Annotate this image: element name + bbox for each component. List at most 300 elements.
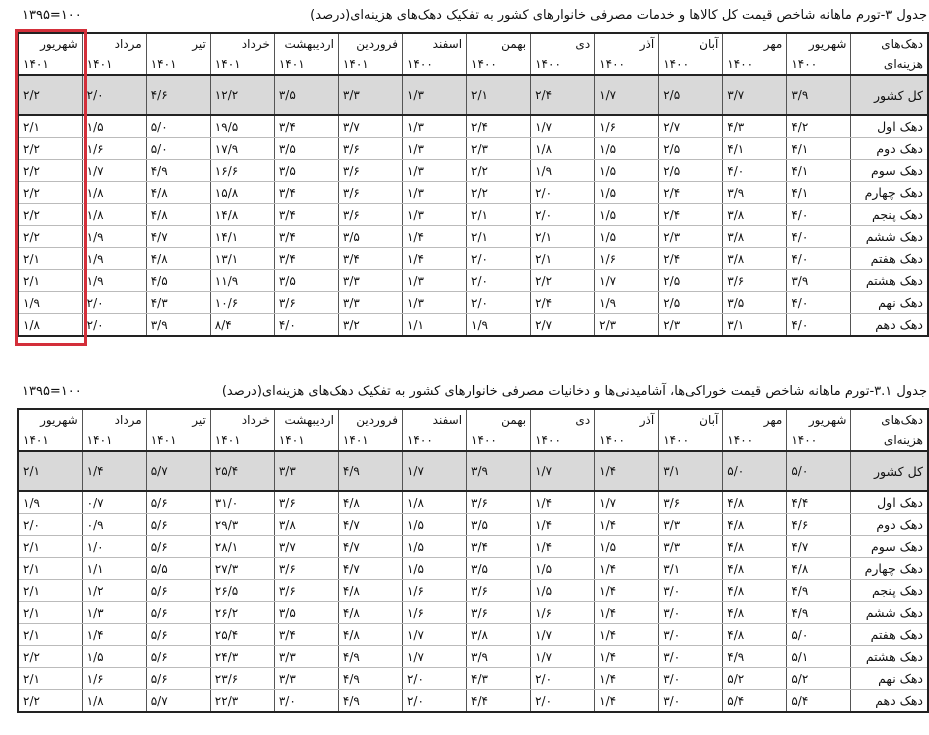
table-cell: ۳/۶ [338, 204, 402, 226]
column-header-month: خرداد [241, 413, 270, 427]
table-cell: ۱/۶ [82, 138, 146, 160]
table-cell: ۳/۹ [467, 646, 531, 668]
table-cell: ۱/۴ [595, 602, 659, 624]
table-cell: ۱/۹ [82, 270, 146, 292]
table-cell: ۲/۷ [659, 115, 723, 138]
table-cell: ۳/۹ [787, 75, 851, 115]
column-header-month: آبان [699, 413, 719, 427]
table-cell: ۱/۳ [402, 270, 466, 292]
column-header-month: تیر [192, 37, 206, 51]
table-cell: ۲/۰ [467, 292, 531, 314]
column-header-month: خرداد [241, 37, 270, 51]
column-header-year: ۱۴۰۱ [150, 57, 177, 71]
table1-title-row [0, 8, 929, 28]
table-cell: ۱/۵ [402, 558, 466, 580]
table-cell: ۴/۸ [787, 558, 851, 580]
table-cell: ۳/۲ [338, 314, 402, 337]
column-header-year: ۱۴۰۰ [535, 57, 561, 71]
table-cell: ۳/۰ [659, 646, 723, 668]
table-cell: ۱/۷ [531, 451, 595, 491]
table-cell: ۴/۷ [338, 558, 402, 580]
table-cell: ۲/۲ [18, 226, 82, 248]
table-row [18, 270, 928, 292]
table-row [18, 248, 928, 270]
table-cell: ۲/۲ [18, 182, 82, 204]
table-cell: ۴/۲ [787, 115, 851, 138]
table-cell: ۵/۱ [787, 646, 851, 668]
table2-section [0, 380, 929, 730]
table-cell: ۱/۹ [595, 292, 659, 314]
column-header-year: ۱۴۰۱ [342, 57, 369, 71]
table-cell: ۴/۳ [146, 292, 210, 314]
table-cell: ۱/۸ [18, 314, 82, 337]
table-cell: ۱/۸ [402, 491, 466, 514]
table-cell: ۴/۰ [723, 160, 787, 182]
table-cell: ۳/۶ [274, 580, 338, 602]
total-row [18, 75, 928, 115]
table-cell: ۵/۶ [146, 602, 210, 624]
column-header-month: تیر [192, 413, 206, 427]
table-cell: ۲/۴ [659, 182, 723, 204]
table-cell: ۳/۹ [467, 451, 531, 491]
row-label: دهک دوم [851, 514, 928, 536]
table-cell: ۲/۵ [659, 138, 723, 160]
table-cell: ۳/۶ [274, 292, 338, 314]
table-cell: ۱/۵ [595, 182, 659, 204]
table-cell: ۲/۷ [531, 314, 595, 337]
table-cell: ۱/۵ [82, 646, 146, 668]
column-header-month: اردیبهشت [284, 37, 334, 51]
table-cell: ۱/۶ [531, 602, 595, 624]
table-cell: ۴/۹ [787, 602, 851, 624]
table-cell: ۲/۲ [18, 138, 82, 160]
table-cell: ۴/۸ [338, 602, 402, 624]
column-header [146, 409, 210, 451]
table-row [18, 668, 928, 690]
table-cell: ۲/۰ [531, 690, 595, 713]
table-cell: ۲/۱ [18, 536, 82, 558]
column-header-month: بهمن [501, 37, 527, 51]
table-cell: ۲/۲ [18, 690, 82, 713]
table-cell: ۱/۳ [402, 292, 466, 314]
column-header-year: ۱۴۰۱ [23, 433, 49, 447]
table-cell: ۴/۳ [467, 668, 531, 690]
table-cell: ۱/۸ [82, 204, 146, 226]
table-cell: ۳/۶ [723, 270, 787, 292]
column-header-year: ۱۴۰۰ [406, 57, 433, 71]
column-header [274, 409, 338, 451]
table-cell: ۱/۷ [595, 270, 659, 292]
table-cell: ۲/۵ [659, 292, 723, 314]
row-label: دهک ششم [851, 602, 928, 624]
table-cell: ۲/۰ [82, 292, 146, 314]
table-cell: ۱۴/۱ [210, 226, 274, 248]
table-cell: ۱۲/۲ [210, 75, 274, 115]
table-cell: ۱/۴ [595, 646, 659, 668]
column-header [274, 33, 338, 75]
column-header-month: اسفند [432, 413, 463, 427]
table-cell: ۳/۸ [723, 248, 787, 270]
table1-base-year: ۱۳۹۵=۱۰۰ [22, 8, 82, 23]
table-cell: ۳/۷ [274, 536, 338, 558]
table-cell: ۳/۰ [659, 624, 723, 646]
table-cell: ۴/۵ [146, 270, 210, 292]
table-cell: ۱/۵ [595, 226, 659, 248]
column-header [402, 409, 466, 451]
table-cell: ۱/۷ [402, 646, 466, 668]
column-header-year: ۱۴۰۱ [278, 433, 305, 447]
table-cell: ۳/۵ [274, 160, 338, 182]
row-label: دهک دوم [851, 138, 928, 160]
table-cell: ۲/۵ [659, 160, 723, 182]
table-row [18, 624, 928, 646]
table-cell: ۴/۷ [338, 514, 402, 536]
table-cell: ۲/۱ [18, 624, 82, 646]
table-cell: ۳/۵ [338, 226, 402, 248]
table-cell: ۲۸/۱ [210, 536, 274, 558]
table-cell: ۳/۷ [338, 115, 402, 138]
column-header-year: ۱۴۰۰ [471, 433, 497, 447]
table-cell: ۱/۵ [595, 204, 659, 226]
table-row [18, 491, 928, 514]
table-cell: ۳/۰ [659, 602, 723, 624]
table-cell: ۵/۴ [723, 690, 787, 713]
table-cell: ۴/۴ [787, 491, 851, 514]
table-cell: ۱/۵ [531, 558, 595, 580]
table-cell: ۵/۷ [146, 451, 210, 491]
column-header [595, 33, 659, 75]
table-cell: ۱/۴ [595, 558, 659, 580]
table-cell: ۲/۱ [467, 226, 531, 248]
table-cell: ۴/۰ [787, 204, 851, 226]
table-cell: ۴/۹ [338, 451, 402, 491]
column-header [18, 33, 82, 75]
column-header [210, 33, 274, 75]
row-label: دهک چهارم [851, 558, 928, 580]
table-cell: ۴/۶ [146, 75, 210, 115]
table-cell: ۲/۵ [659, 270, 723, 292]
table-cell: ۳/۱ [659, 451, 723, 491]
row-label-header-line: دهک‌های [881, 37, 923, 51]
table-cell: ۲۷/۳ [210, 558, 274, 580]
table-row [18, 115, 928, 138]
column-header [531, 33, 595, 75]
table-cell: ۱/۴ [82, 451, 146, 491]
row-label: دهک اول [851, 491, 928, 514]
table-cell: ۳/۳ [274, 668, 338, 690]
table-cell: ۸/۴ [210, 314, 274, 337]
total-row [18, 451, 928, 491]
table-cell: ۱/۶ [595, 115, 659, 138]
row-label-header [851, 409, 928, 451]
table-cell: ۵/۰ [146, 138, 210, 160]
row-label: کل کشور [851, 451, 928, 491]
table-row [18, 160, 928, 182]
table-cell: ۲/۰ [467, 248, 531, 270]
table-cell: ۴/۹ [787, 580, 851, 602]
table-cell: ۳/۶ [274, 491, 338, 514]
column-header-month: آذر [639, 413, 655, 427]
table-cell: ۱/۶ [595, 248, 659, 270]
row-label: دهک هشتم [851, 270, 928, 292]
table-cell: ۴/۹ [338, 690, 402, 713]
table-cell: ۳/۸ [467, 624, 531, 646]
column-header [146, 33, 210, 75]
row-label: دهک پنجم [851, 580, 928, 602]
table-cell: ۴/۴ [467, 690, 531, 713]
table-cell: ۴/۸ [146, 182, 210, 204]
table-cell: ۰/۷ [82, 491, 146, 514]
table-cell: ۳۱/۰ [210, 491, 274, 514]
column-header-month: شهریور [40, 413, 78, 427]
table-row [18, 602, 928, 624]
table-cell: ۳/۴ [274, 115, 338, 138]
table-cell: ۳/۶ [338, 182, 402, 204]
table-cell: ۲۲/۳ [210, 690, 274, 713]
table-cell: ۲/۳ [595, 314, 659, 337]
column-header-month: فروردین [356, 413, 398, 427]
table-cell: ۲/۰ [82, 314, 146, 337]
row-label: دهک دهم [851, 314, 928, 337]
table-cell: ۲۶/۲ [210, 602, 274, 624]
table-cell: ۲/۱ [18, 451, 82, 491]
table-cell: ۳/۸ [723, 204, 787, 226]
table-cell: ۱/۶ [402, 580, 466, 602]
table-cell: ۱/۷ [595, 75, 659, 115]
column-header-year: ۱۴۰۰ [406, 433, 433, 447]
table-cell: ۴/۱ [787, 138, 851, 160]
table-cell: ۳/۰ [659, 690, 723, 713]
column-header-year: ۱۴۰۱ [214, 57, 241, 71]
table-cell: ۲/۱ [531, 226, 595, 248]
table2-caption: جدول ۳.۱-تورم ماهانه شاخص قیمت خوراکی‌ها، آشامیدنی‌ها و دخانیات مصرفی خانوارهای کشور به تفکیک دهک‌های هزینه‌ای(درصد) [221, 384, 927, 399]
table-cell: ۲/۲ [18, 646, 82, 668]
table2-title-row [0, 384, 929, 404]
column-header-year: ۱۴۰۰ [727, 57, 754, 71]
table-cell: ۵/۶ [146, 580, 210, 602]
table-cell: ۴/۸ [338, 624, 402, 646]
table-cell: ۱/۵ [595, 536, 659, 558]
table-row [18, 580, 928, 602]
row-label: دهک هفتم [851, 248, 928, 270]
table-cell: ۲/۲ [531, 270, 595, 292]
table1 [17, 32, 929, 337]
table-cell: ۱/۱ [82, 558, 146, 580]
table-cell: ۲/۴ [659, 248, 723, 270]
table-cell: ۴/۰ [787, 248, 851, 270]
column-header [18, 409, 82, 451]
table-cell: ۳/۶ [338, 160, 402, 182]
table-cell: ۱/۴ [595, 624, 659, 646]
table-cell: ۳/۴ [338, 248, 402, 270]
table-cell: ۰/۹ [82, 514, 146, 536]
table-cell: ۱/۴ [402, 248, 466, 270]
table-cell: ۲/۴ [531, 75, 595, 115]
table-cell: ۱/۳ [402, 115, 466, 138]
table-cell: ۱/۳ [82, 602, 146, 624]
table-cell: ۴/۸ [338, 491, 402, 514]
table-cell: ۴/۸ [723, 536, 787, 558]
table-cell: ۵/۶ [146, 491, 210, 514]
table-cell: ۳/۴ [274, 226, 338, 248]
table-cell: ۱/۲ [82, 580, 146, 602]
table-cell: ۲/۱ [467, 75, 531, 115]
table-cell: ۱/۳ [402, 204, 466, 226]
table-cell: ۱/۴ [531, 514, 595, 536]
table-cell: ۲/۱ [18, 580, 82, 602]
table-row [18, 514, 928, 536]
row-label-header-line: هزینه‌ای [883, 433, 923, 447]
table-cell: ۲۶/۵ [210, 580, 274, 602]
table-cell: ۵/۲ [787, 668, 851, 690]
table-cell: ۴/۰ [787, 314, 851, 337]
row-label-header-line: هزینه‌ای [883, 57, 923, 71]
table-cell: ۱/۴ [595, 580, 659, 602]
table-cell: ۴/۰ [787, 226, 851, 248]
table-cell: ۱/۹ [82, 226, 146, 248]
table-cell: ۲/۳ [659, 314, 723, 337]
column-header-month: دی [575, 413, 591, 427]
table-cell: ۴/۹ [723, 646, 787, 668]
table-cell: ۱۳/۱ [210, 248, 274, 270]
table-cell: ۱/۸ [82, 690, 146, 713]
row-label: دهک اول [851, 115, 928, 138]
table-cell: ۲/۰ [531, 668, 595, 690]
table-cell: ۵/۰ [146, 115, 210, 138]
table-cell: ۲/۰ [402, 668, 466, 690]
table-cell: ۳/۴ [274, 624, 338, 646]
table-cell: ۴/۹ [146, 160, 210, 182]
table-cell: ۲/۰ [402, 690, 466, 713]
table2-base-year: ۱۳۹۵=۱۰۰ [22, 384, 82, 399]
table-cell: ۳/۵ [274, 138, 338, 160]
column-header-month: شهریور [40, 37, 78, 51]
table-cell: ۱/۴ [595, 451, 659, 491]
header-row [18, 33, 928, 75]
table-cell: ۳/۶ [467, 580, 531, 602]
table-cell: ۲/۱ [18, 248, 82, 270]
table-cell: ۵/۶ [146, 668, 210, 690]
row-label: دهک دهم [851, 690, 928, 713]
table-cell: ۱/۵ [531, 580, 595, 602]
table-cell: ۲/۳ [467, 138, 531, 160]
table-cell: ۱۶/۶ [210, 160, 274, 182]
table-cell: ۴/۷ [146, 226, 210, 248]
table-cell: ۲/۱ [18, 270, 82, 292]
table-cell: ۴/۳ [723, 115, 787, 138]
table-cell: ۱۷/۹ [210, 138, 274, 160]
table-cell: ۵/۷ [146, 690, 210, 713]
column-header [531, 409, 595, 451]
column-header [659, 409, 723, 451]
table-cell: ۱۴/۸ [210, 204, 274, 226]
column-header [467, 33, 531, 75]
table-cell: ۳/۶ [659, 491, 723, 514]
table-cell: ۲/۳ [659, 226, 723, 248]
table-cell: ۳/۳ [274, 451, 338, 491]
table-cell: ۱/۷ [531, 646, 595, 668]
table-cell: ۴/۸ [146, 248, 210, 270]
table-cell: ۱/۹ [467, 314, 531, 337]
column-header-year: ۱۴۰۰ [663, 57, 690, 71]
table-cell: ۳/۹ [787, 270, 851, 292]
table-cell: ۱/۷ [402, 624, 466, 646]
table-cell: ۳/۰ [659, 580, 723, 602]
table-cell: ۲/۱ [531, 248, 595, 270]
table-cell: ۲/۲ [467, 182, 531, 204]
row-label-header-line: دهک‌های [881, 413, 923, 427]
table-cell: ۱/۹ [18, 292, 82, 314]
table-cell: ۱/۷ [82, 160, 146, 182]
table-cell: ۲/۴ [659, 204, 723, 226]
table-cell: ۴/۶ [787, 514, 851, 536]
column-header [210, 409, 274, 451]
column-header-year: ۱۴۰۰ [727, 433, 754, 447]
table-cell: ۱/۵ [82, 115, 146, 138]
table-cell: ۵/۶ [146, 624, 210, 646]
column-header-year: ۱۴۰۱ [342, 433, 369, 447]
table-cell: ۲/۴ [467, 115, 531, 138]
table-cell: ۵/۵ [146, 558, 210, 580]
table-cell: ۲/۲ [467, 160, 531, 182]
table-cell: ۱۰/۶ [210, 292, 274, 314]
table-cell: ۳/۷ [723, 75, 787, 115]
table-cell: ۳/۶ [467, 491, 531, 514]
column-header-year: ۱۴۰۱ [23, 57, 49, 71]
table-cell: ۴/۸ [723, 624, 787, 646]
table-cell: ۱/۵ [402, 536, 466, 558]
table-cell: ۱/۸ [82, 182, 146, 204]
table-cell: ۲/۴ [531, 292, 595, 314]
table-cell: ۱/۵ [595, 160, 659, 182]
table-cell: ۴/۸ [723, 558, 787, 580]
column-header [787, 33, 851, 75]
table-cell: ۲/۱ [467, 204, 531, 226]
table-cell: ۳/۳ [338, 292, 402, 314]
table-cell: ۴/۹ [338, 646, 402, 668]
column-header-month: مرداد [114, 37, 142, 51]
table-cell: ۳/۶ [274, 558, 338, 580]
table-cell: ۲۵/۴ [210, 451, 274, 491]
table-cell: ۴/۱ [787, 160, 851, 182]
row-label: دهک سوم [851, 160, 928, 182]
table-cell: ۳/۳ [659, 514, 723, 536]
table-cell: ۱/۴ [531, 491, 595, 514]
table-cell: ۱۵/۸ [210, 182, 274, 204]
column-header-year: ۱۴۰۱ [214, 433, 241, 447]
table-cell: ۴/۸ [723, 491, 787, 514]
table-cell: ۲/۱ [18, 558, 82, 580]
table-cell: ۳/۹ [146, 314, 210, 337]
table-cell: ۴/۰ [274, 314, 338, 337]
table-row [18, 292, 928, 314]
table-cell: ۲/۰ [82, 75, 146, 115]
table-cell: ۳/۶ [467, 602, 531, 624]
table-cell: ۲۳/۶ [210, 668, 274, 690]
table-cell: ۵/۴ [787, 690, 851, 713]
table-cell: ۱/۹ [82, 248, 146, 270]
row-label: دهک پنجم [851, 204, 928, 226]
table-cell: ۱/۳ [402, 182, 466, 204]
table-cell: ۱۹/۵ [210, 115, 274, 138]
row-label: دهک ششم [851, 226, 928, 248]
table-cell: ۱/۴ [402, 226, 466, 248]
table-cell: ۳/۴ [274, 204, 338, 226]
table-cell: ۲/۱ [18, 115, 82, 138]
table-cell: ۳/۹ [723, 182, 787, 204]
column-header [723, 409, 787, 451]
table1-caption: جدول ۳-تورم ماهانه شاخص قیمت کل کالاها و خدمات مصرفی خانوارهای کشور به تفکیک دهک‌های هزینه‌ای(درصد) [310, 8, 927, 23]
